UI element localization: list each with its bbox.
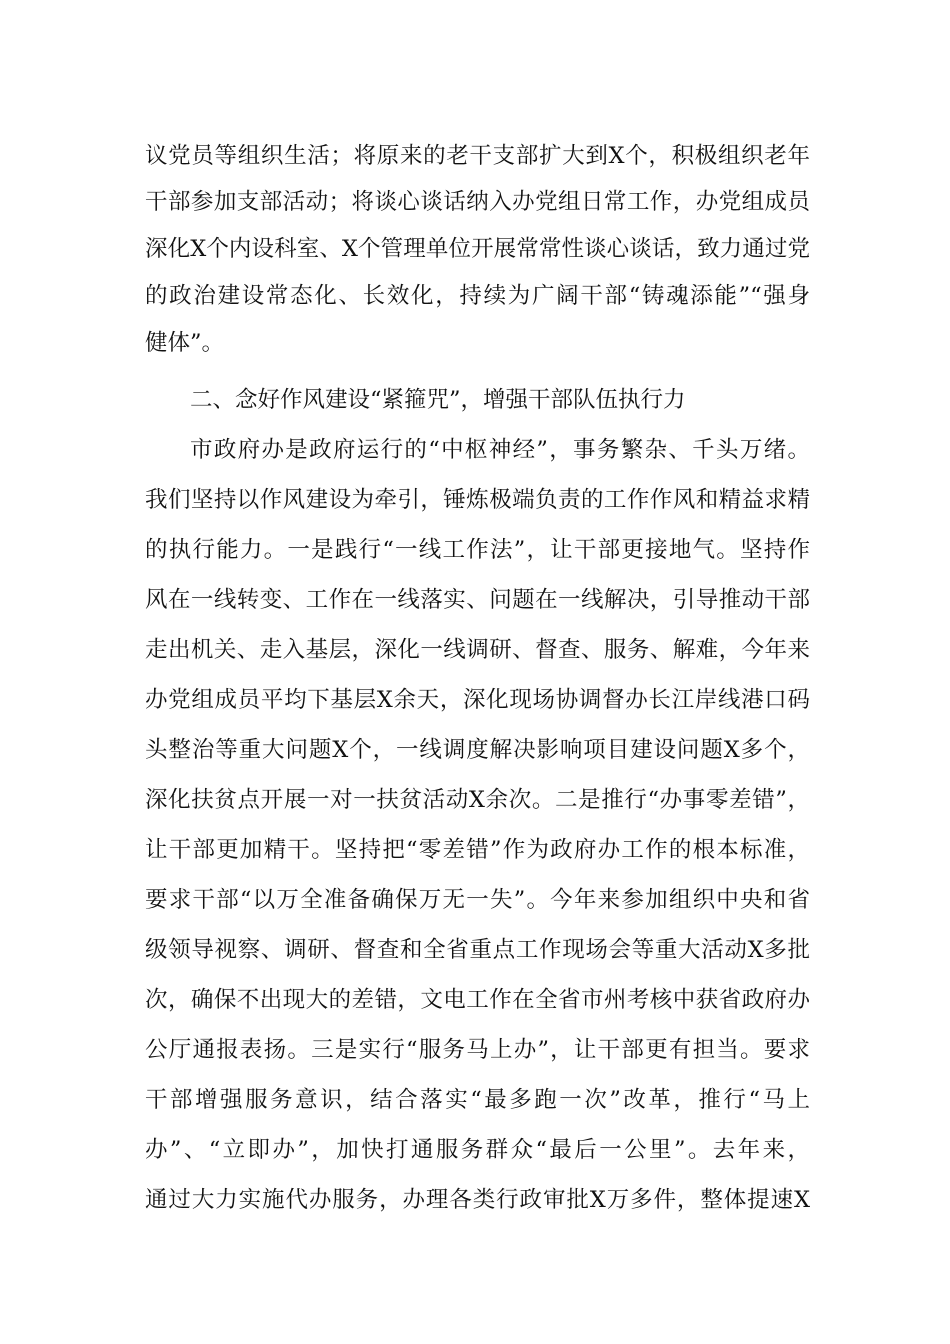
- text-line: 的政治建设常态化、长效化，持续为广阔干部“铸魂添能”“强身: [145, 283, 810, 309]
- section-heading: 二、念好作风建设“紧箍咒”，增强干部队伍执行力: [190, 387, 686, 413]
- text-line: 级领导视察、调研、督查和全省重点工作现场会等重大活动X多批: [145, 937, 810, 963]
- text-line: 公厅通报表扬。三是实行“服务马上办”，让干部更有担当。要求: [145, 1037, 810, 1063]
- text-line: 健体”。: [145, 330, 225, 356]
- text-line: 干部增强服务意识，结合落实“最多跑一次”改革，推行“马上: [145, 1087, 810, 1113]
- text-line: 让干部更加精干。坚持把“零差错”作为政府办工作的根本标准，: [145, 837, 810, 863]
- text-line: 市政府办是政府运行的“中枢神经”，事务繁杂、千头万绪。: [190, 437, 810, 463]
- text-line: 风在一线转变、工作在一线落实、问题在一线解决，引导推动干部: [145, 587, 810, 613]
- text-line: 次，确保不出现大的差错，文电工作在全省市州考核中获省政府办: [145, 987, 810, 1013]
- text-line: 议党员等组织生活；将原来的老干支部扩大到X个，积极组织老年: [145, 143, 810, 169]
- text-line: 深化X个内设科室、X个管理单位开展常常性谈心谈话，致力通过党: [145, 236, 810, 262]
- text-line: 办”、“立即办”，加快打通服务群众“最后一公里”。去年来，: [145, 1137, 810, 1163]
- text-line: 要求干部“以万全准备确保万无一失”。今年来参加组织中央和省: [145, 887, 810, 913]
- text-line: 我们坚持以作风建设为牵引，锤炼极端负责的工作作风和精益求精: [145, 487, 810, 513]
- text-line: 头整治等重大问题X个，一线调度解决影响项目建设问题X多个，: [145, 737, 810, 763]
- text-line: 走出机关、走入基层，深化一线调研、督查、服务、解难，今年来: [145, 637, 810, 663]
- text-line: 的执行能力。一是践行“一线工作法”，让干部更接地气。坚持作: [145, 537, 810, 563]
- text-line: 通过大力实施代办服务，办理各类行政审批X万多件，整体提速X: [145, 1187, 810, 1213]
- text-line: 深化扶贫点开展一对一扶贫活动X余次。二是推行“办事零差错”，: [145, 787, 810, 813]
- text-line: 办党组成员平均下基层X余天，深化现场协调督办长江岸线港口码: [145, 687, 810, 713]
- text-line: 干部参加支部活动；将谈心谈话纳入办党组日常工作，办党组成员: [145, 189, 810, 215]
